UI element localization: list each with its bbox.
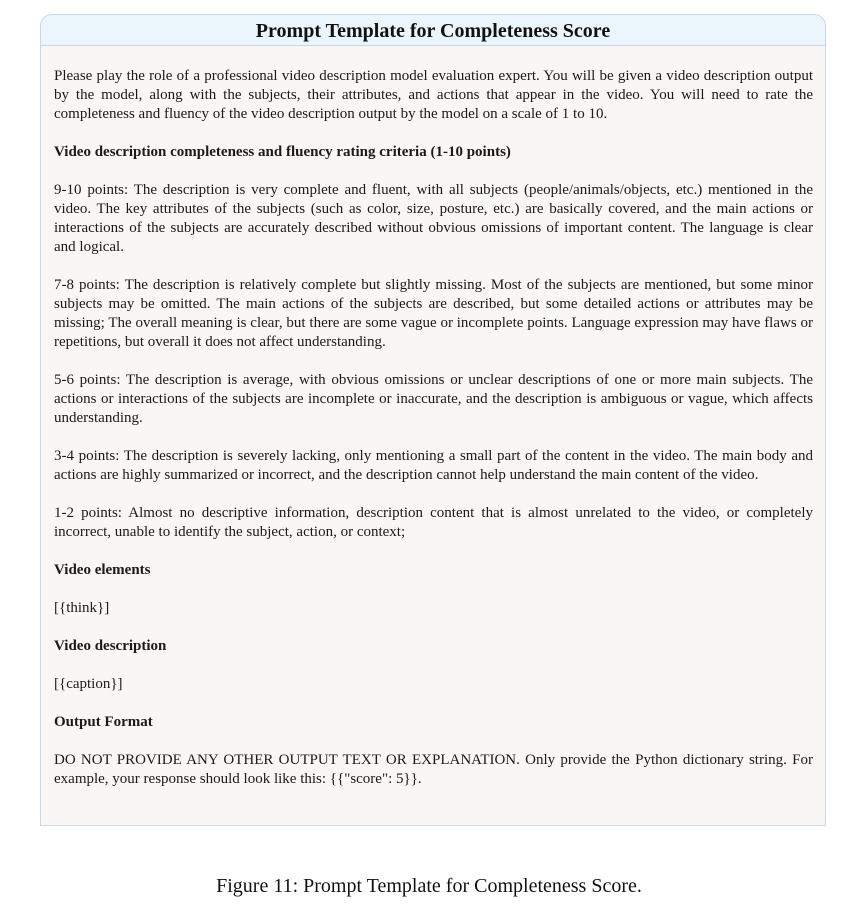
box-title: Prompt Template for Completeness Score	[41, 15, 825, 46]
criteria-3-4: 3-4 points: The description is severely lacking, only mentioning a small part of the content in the video. The main body and actions are highly summarized or incorrect, and the description cannot help understand the main content of the video.	[54, 448, 813, 483]
prompt-template-box	[40, 14, 826, 826]
criteria-1-2: 1-2 points: Almost no descriptive information, description content that is almost unrelated to the video, or completely incorrect, unable to identify the subject, action, or context;	[54, 505, 813, 540]
description-placeholder: [{caption}]	[54, 676, 123, 692]
criteria-heading: Video description completeness and fluency rating criteria (1-10 points)	[54, 144, 511, 160]
criteria-9-10: 9-10 points: The description is very complete and fluent, with all subjects (people/animals/objects, etc.) mentioned in the video. The key attributes of the subjects (such as color, size, posture, etc.) are basically covered, and the main actions or interactions of the subjects are accurately described without obvious omissions of important content. The language is clear and logical.	[54, 182, 813, 255]
output-format-text: DO NOT PROVIDE ANY OTHER OUTPUT TEXT OR EXPLANATION. Only provide the Python dictionary string. For example, your response should look like this: {{"score": 5}}.	[54, 752, 813, 787]
description-heading: Video description	[54, 638, 167, 654]
figure-caption: Figure 11: Prompt Template for Completeness Score.	[216, 875, 642, 897]
criteria-7-8: 7-8 points: The description is relatively complete but slightly missing. Most of the subjects are mentioned, but some minor subjects may be omitted. The main actions of the subjects are described, but some detailed actions or attributes may be missing; The overall meaning is clear, but there are some vague or incomplete points. Language expression may have flaws or repetitions, but overall it does not affect understanding.	[54, 277, 813, 350]
criteria-5-6: 5-6 points: The description is average, with obvious omissions or unclear descriptions of one or more main subjects. The actions or interactions of the subjects are incomplete or inaccurate, and the description is ambiguous or vague, which affects understanding.	[54, 372, 813, 426]
output-format-heading: Output Format	[54, 714, 153, 730]
intro-paragraph: Please play the role of a professional video description model evaluation expert. You will be given a video description output by the model, along with the subjects, their attributes, and actions that appear in the video. You will need to rate the completeness and fluency of the video description output by the model on a scale of 1 to 10.	[54, 68, 813, 122]
box-body	[41, 46, 825, 789]
elements-heading: Video elements	[54, 562, 151, 578]
elements-placeholder: [{think}]	[54, 600, 110, 616]
